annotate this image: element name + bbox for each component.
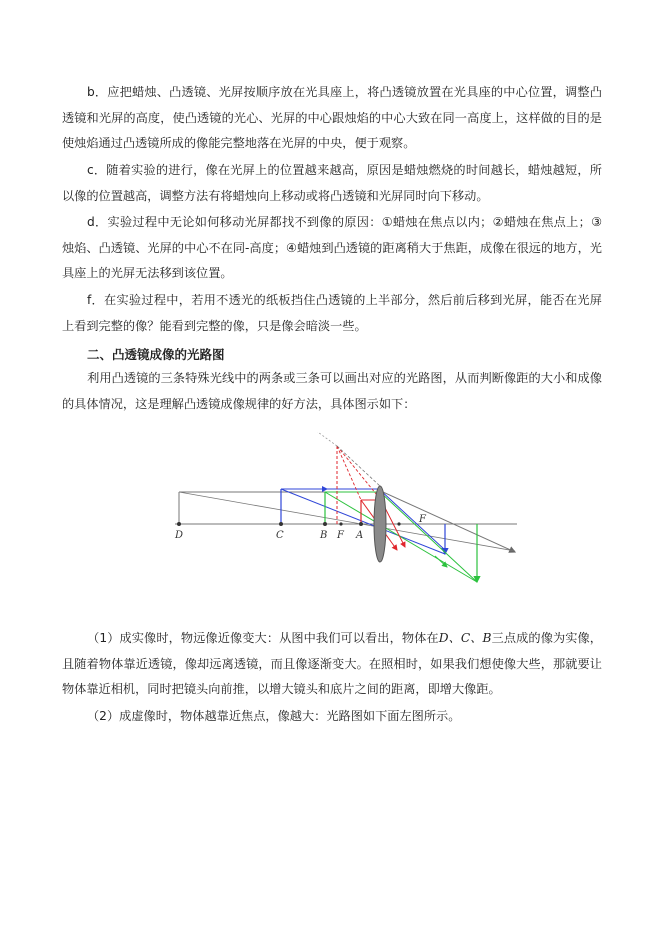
label-f-right: F bbox=[419, 514, 426, 525]
paragraph-item1 bbox=[62, 626, 602, 703]
lens-ray-diagram bbox=[165, 432, 525, 610]
virtual-ray-gray-2 bbox=[315, 432, 337, 446]
label-f-left: F bbox=[337, 530, 344, 541]
virtual-ray-gray-1 bbox=[337, 446, 381, 487]
paragraph-item2 bbox=[62, 704, 602, 730]
label-a: A bbox=[356, 530, 364, 541]
paragraph-d-text: d．实验过程中无论如何移动光屏都找不到像的原因：①蜡烛在焦点以内；②蜡烛在焦点上；③烛焰、凸透镜、光屏的中心不在同-高度；④蜡烛到凸透镜的距离稍大于焦距，成像在很远的地方，光具座上的光屏无法移到该位置。 bbox=[62, 215, 602, 280]
point-c bbox=[279, 522, 283, 526]
point-f-right bbox=[397, 522, 400, 525]
label-c: C bbox=[276, 530, 284, 541]
paragraph-d bbox=[62, 210, 602, 287]
paragraph-f-text: f．在实验过程中，若用不透光的纸板挡住凸透镜的上半部分，然后前后移到光屏，能否在光屏上看到完整的像？能看到完整的像，只是像会暗淡一些。 bbox=[62, 293, 602, 333]
point-a bbox=[359, 522, 363, 526]
paragraph-b bbox=[62, 80, 602, 157]
item1-suffix: 三点成的像为实像，且随着物体靠近透镜，像却远离透镜，而且像逐渐变大。在照相时，如果我们想使像大些，那就要让物体靠近相机，同时把镜头向前推，以增大镜头和底片之间的距离，即增大像距。 bbox=[62, 631, 602, 696]
paragraph-c-text: c．随着实验的进行，像在光屏上的位置越来越高，原因是蜡烛燃烧的时间越长，蜡烛越短，所以像的位置越高，调整方法有将蜡烛向上移动或将凸透镜和光屏同时向下移动。 bbox=[62, 163, 602, 203]
convex-lens bbox=[374, 486, 386, 562]
label-d: D bbox=[175, 530, 184, 541]
ray-b-center bbox=[325, 492, 477, 582]
paragraph-intro-text: 利用凸透镜的三条特殊光线中的两条或三条可以画出对应的光路图，从而判断像距的大小和成像的具体情况，这是理解凸透镜成像规律的好方法，具体图示如下： bbox=[62, 371, 602, 411]
paragraph-b-text: b．应把蜡烛、凸透镜、光屏按顺序放在光具座上，将凸透镜放置在光具座的中心位置，调整凸透镜和光屏的高度，使凸透镜的光心、光屏的中心跟烛焰的中心大致在同一高度上，这样做的目的是使烛焰通过凸透镜所成的像能完整地落在光屏的中央，便于观察。 bbox=[62, 85, 602, 150]
ray-b-arrow bbox=[435, 556, 447, 567]
point-f-left bbox=[339, 522, 342, 525]
ray-d-center bbox=[179, 492, 515, 551]
point-d bbox=[177, 522, 181, 526]
item1-vars: D、C、B bbox=[438, 631, 492, 645]
point-b bbox=[323, 522, 327, 526]
ray-diagram-svg bbox=[165, 432, 525, 610]
section-heading: 二、凸透镜成像的光路图 bbox=[87, 347, 225, 362]
paragraph-c bbox=[62, 158, 602, 209]
label-b: B bbox=[320, 530, 328, 541]
item1-prefix: （1）成实像时，物远像近像变大：从图中我们可以看出，物体在 bbox=[87, 631, 439, 645]
paragraph-intro bbox=[62, 366, 602, 417]
item2-text: （2）成虚像时，物体越靠近焦点，像越大：光路图如下面左图所示。 bbox=[87, 709, 461, 723]
paragraph-f bbox=[62, 288, 602, 339]
